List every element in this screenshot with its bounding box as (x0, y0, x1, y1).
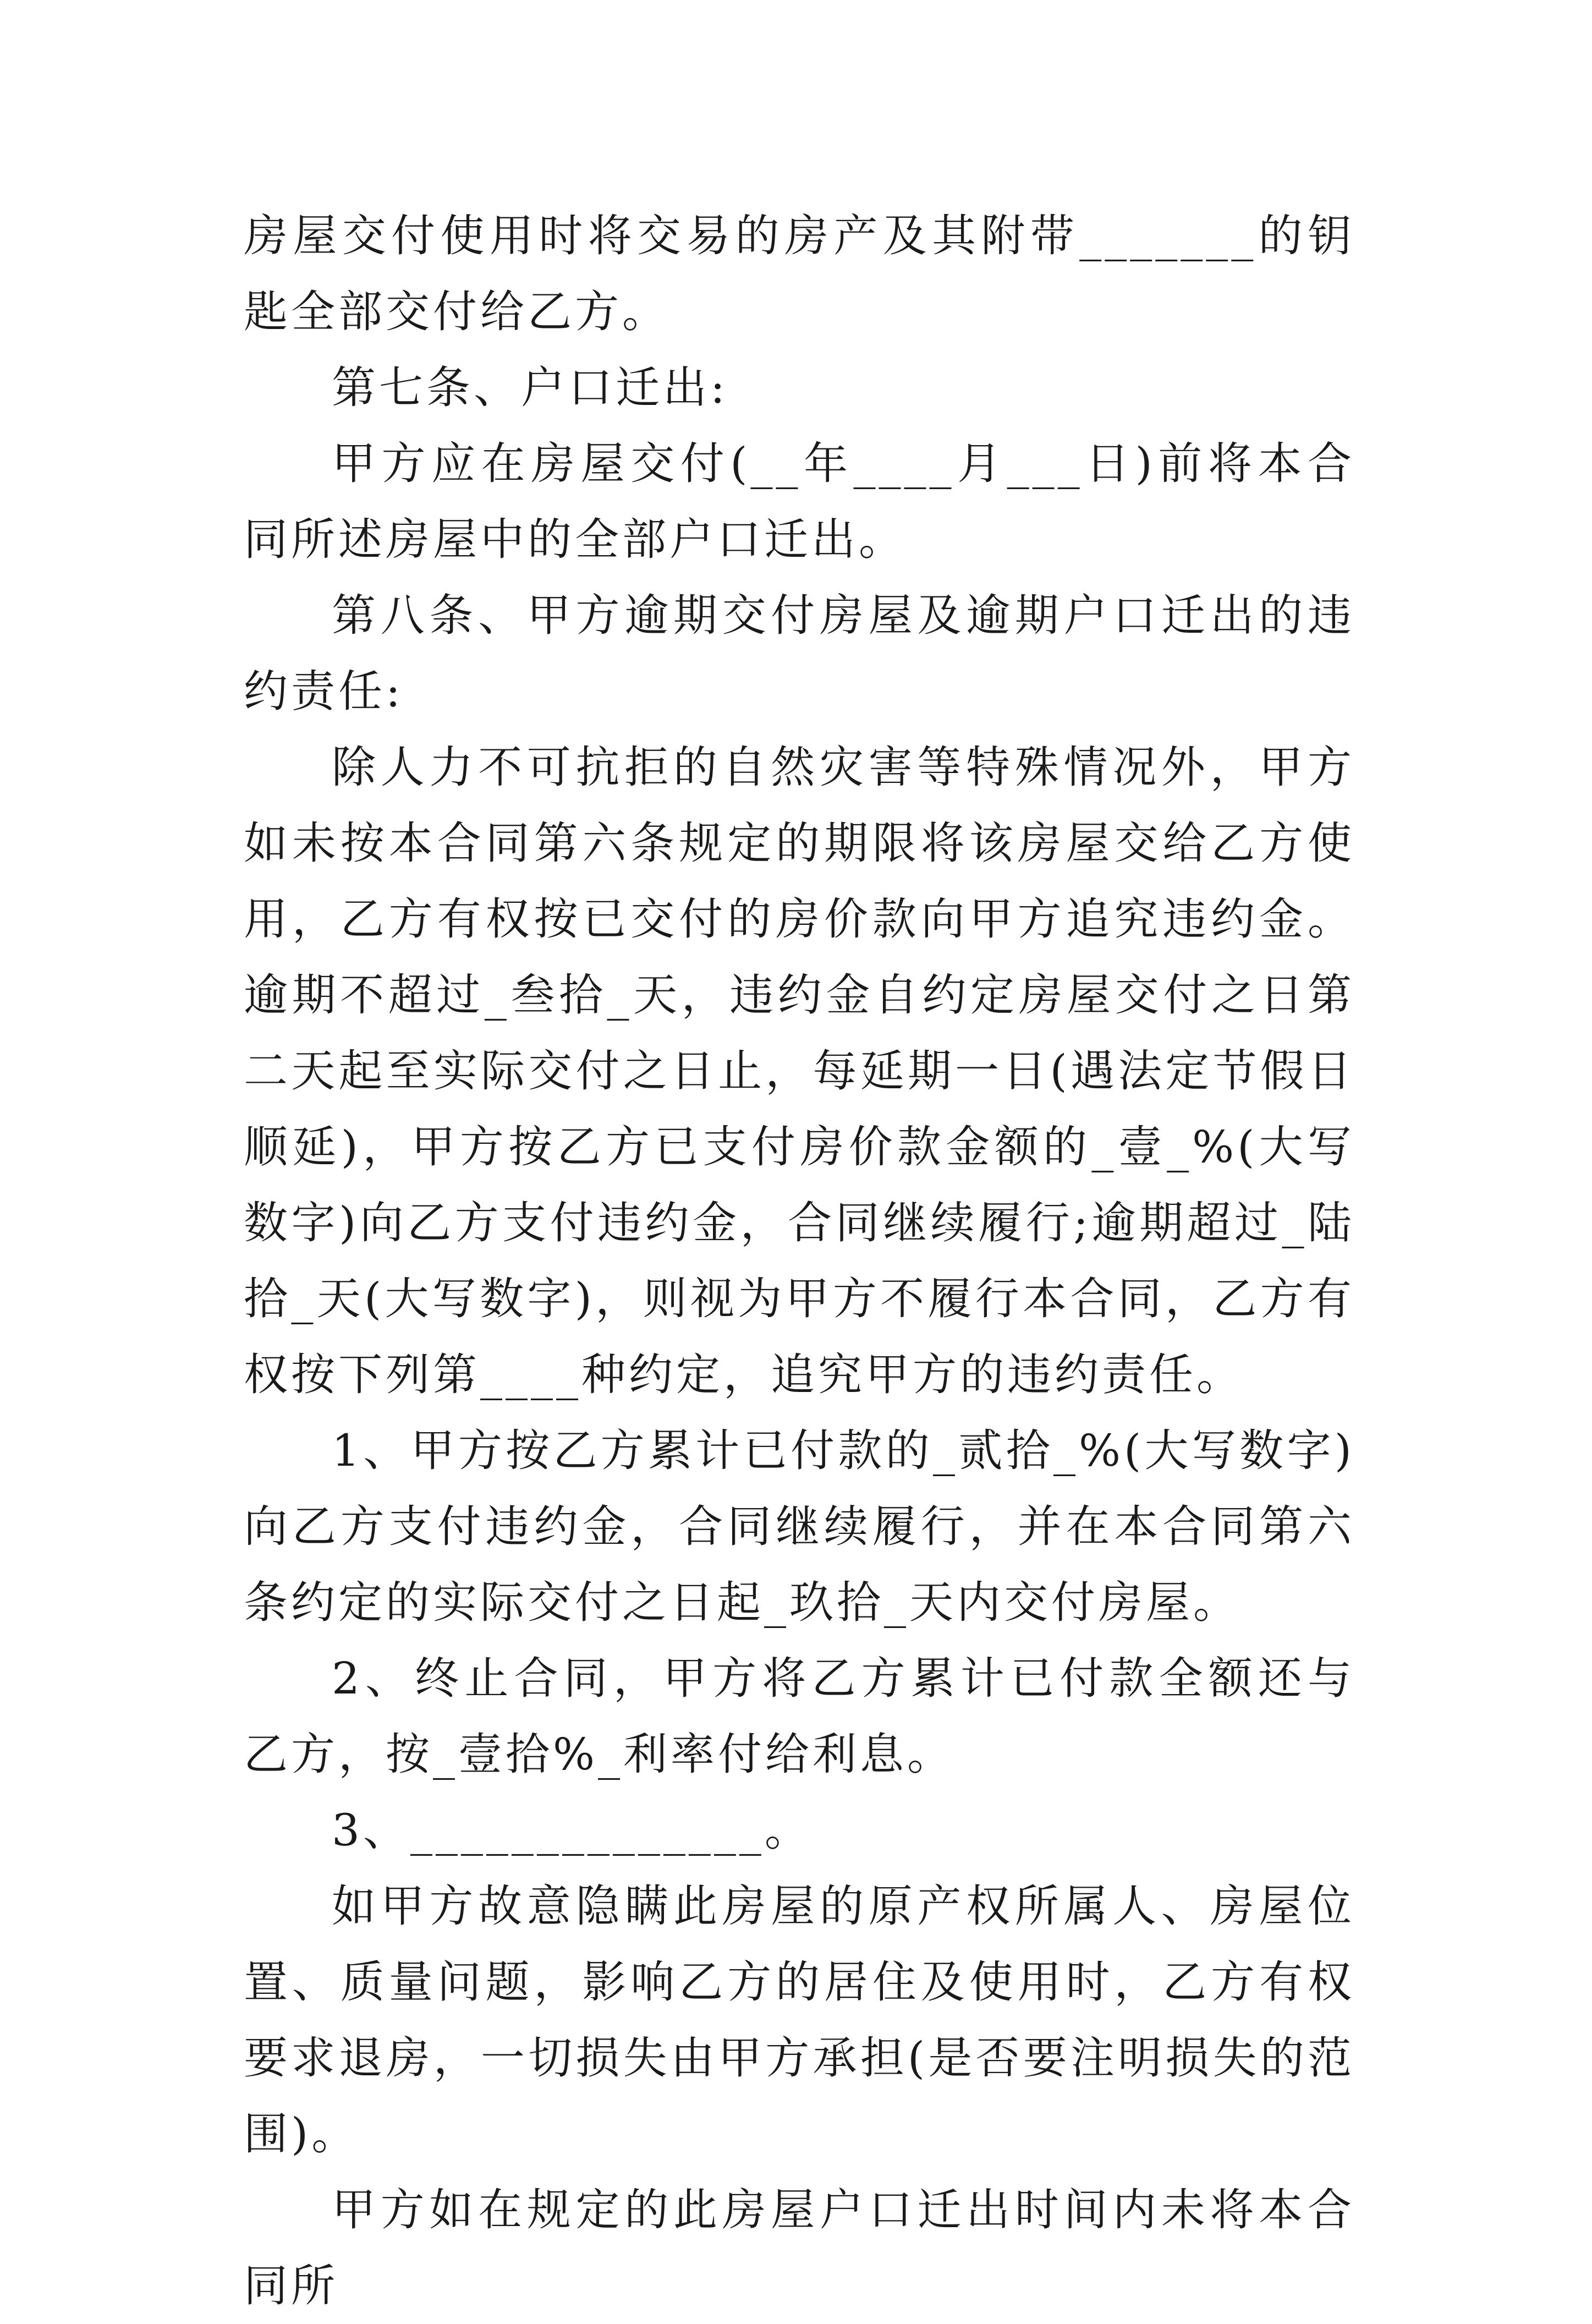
paragraph-concealment: 如甲方故意隐瞒此房屋的原产权所属人、房屋位置、质量问题，影响乙方的居住及使用时，乙方有权要求退房，一切损失由甲方承担(是否要注明损失的范围)。 (244, 1881, 1355, 2159)
paragraph-overdue-liability: 除人力不可抗拒的自然灾害等特殊情况外，甲方如未按本合同第六条规定的期限将该房屋交给乙方使用，乙方有权按已交付的房价款向甲方追究违约金。逾期不超过_叁拾_天，违约金自约定房屋交付之日第二天起至实际交付之日止，每延期一日(遇法定节假日顺延)，甲方按乙方已支付房价款金额的_壹_%(大写数字)向乙方支付违约金，合同继续履行;逾期超过_陆拾_天(大写数字)，则视为甲方不履行本合同，乙方有权按下列第____种约定，追究甲方的违约责任。 (244, 742, 1355, 1400)
heading-article-8: 第八条、甲方逾期交付房屋及逾期户口迁出的违约责任: (244, 590, 1355, 717)
paragraph-hukou-overdue: 甲方如在规定的此房屋户口迁出时间内未将本合同所 (244, 2184, 1355, 2311)
heading-article-7: 第七条、户口迁出: (332, 362, 728, 413)
paragraph-option-2: 2、终止合同，甲方将乙方累计已付款全额还与乙方，按_壹拾%_利率付给利息。 (244, 1653, 1355, 1780)
contract-text (244, 198, 1355, 2324)
paragraph-hukou-removal: 甲方应在房屋交付(__年____月___日)前将本合同所述房屋中的全部户口迁出。 (244, 438, 1355, 565)
paragraph-option-1: 1、甲方按乙方累计已付款的_贰拾_%(大写数字)向乙方支付违约金，合同继续履行，并在本合同第六条约定的实际交付之日起_玖拾_天内交付房屋。 (244, 1425, 1355, 1628)
paragraph-key-delivery: 房屋交付使用时将交易的房产及其附带_______的钥匙全部交付给乙方。 (244, 210, 1355, 337)
paragraph-option-3: 3、______________。 (332, 1805, 812, 1856)
